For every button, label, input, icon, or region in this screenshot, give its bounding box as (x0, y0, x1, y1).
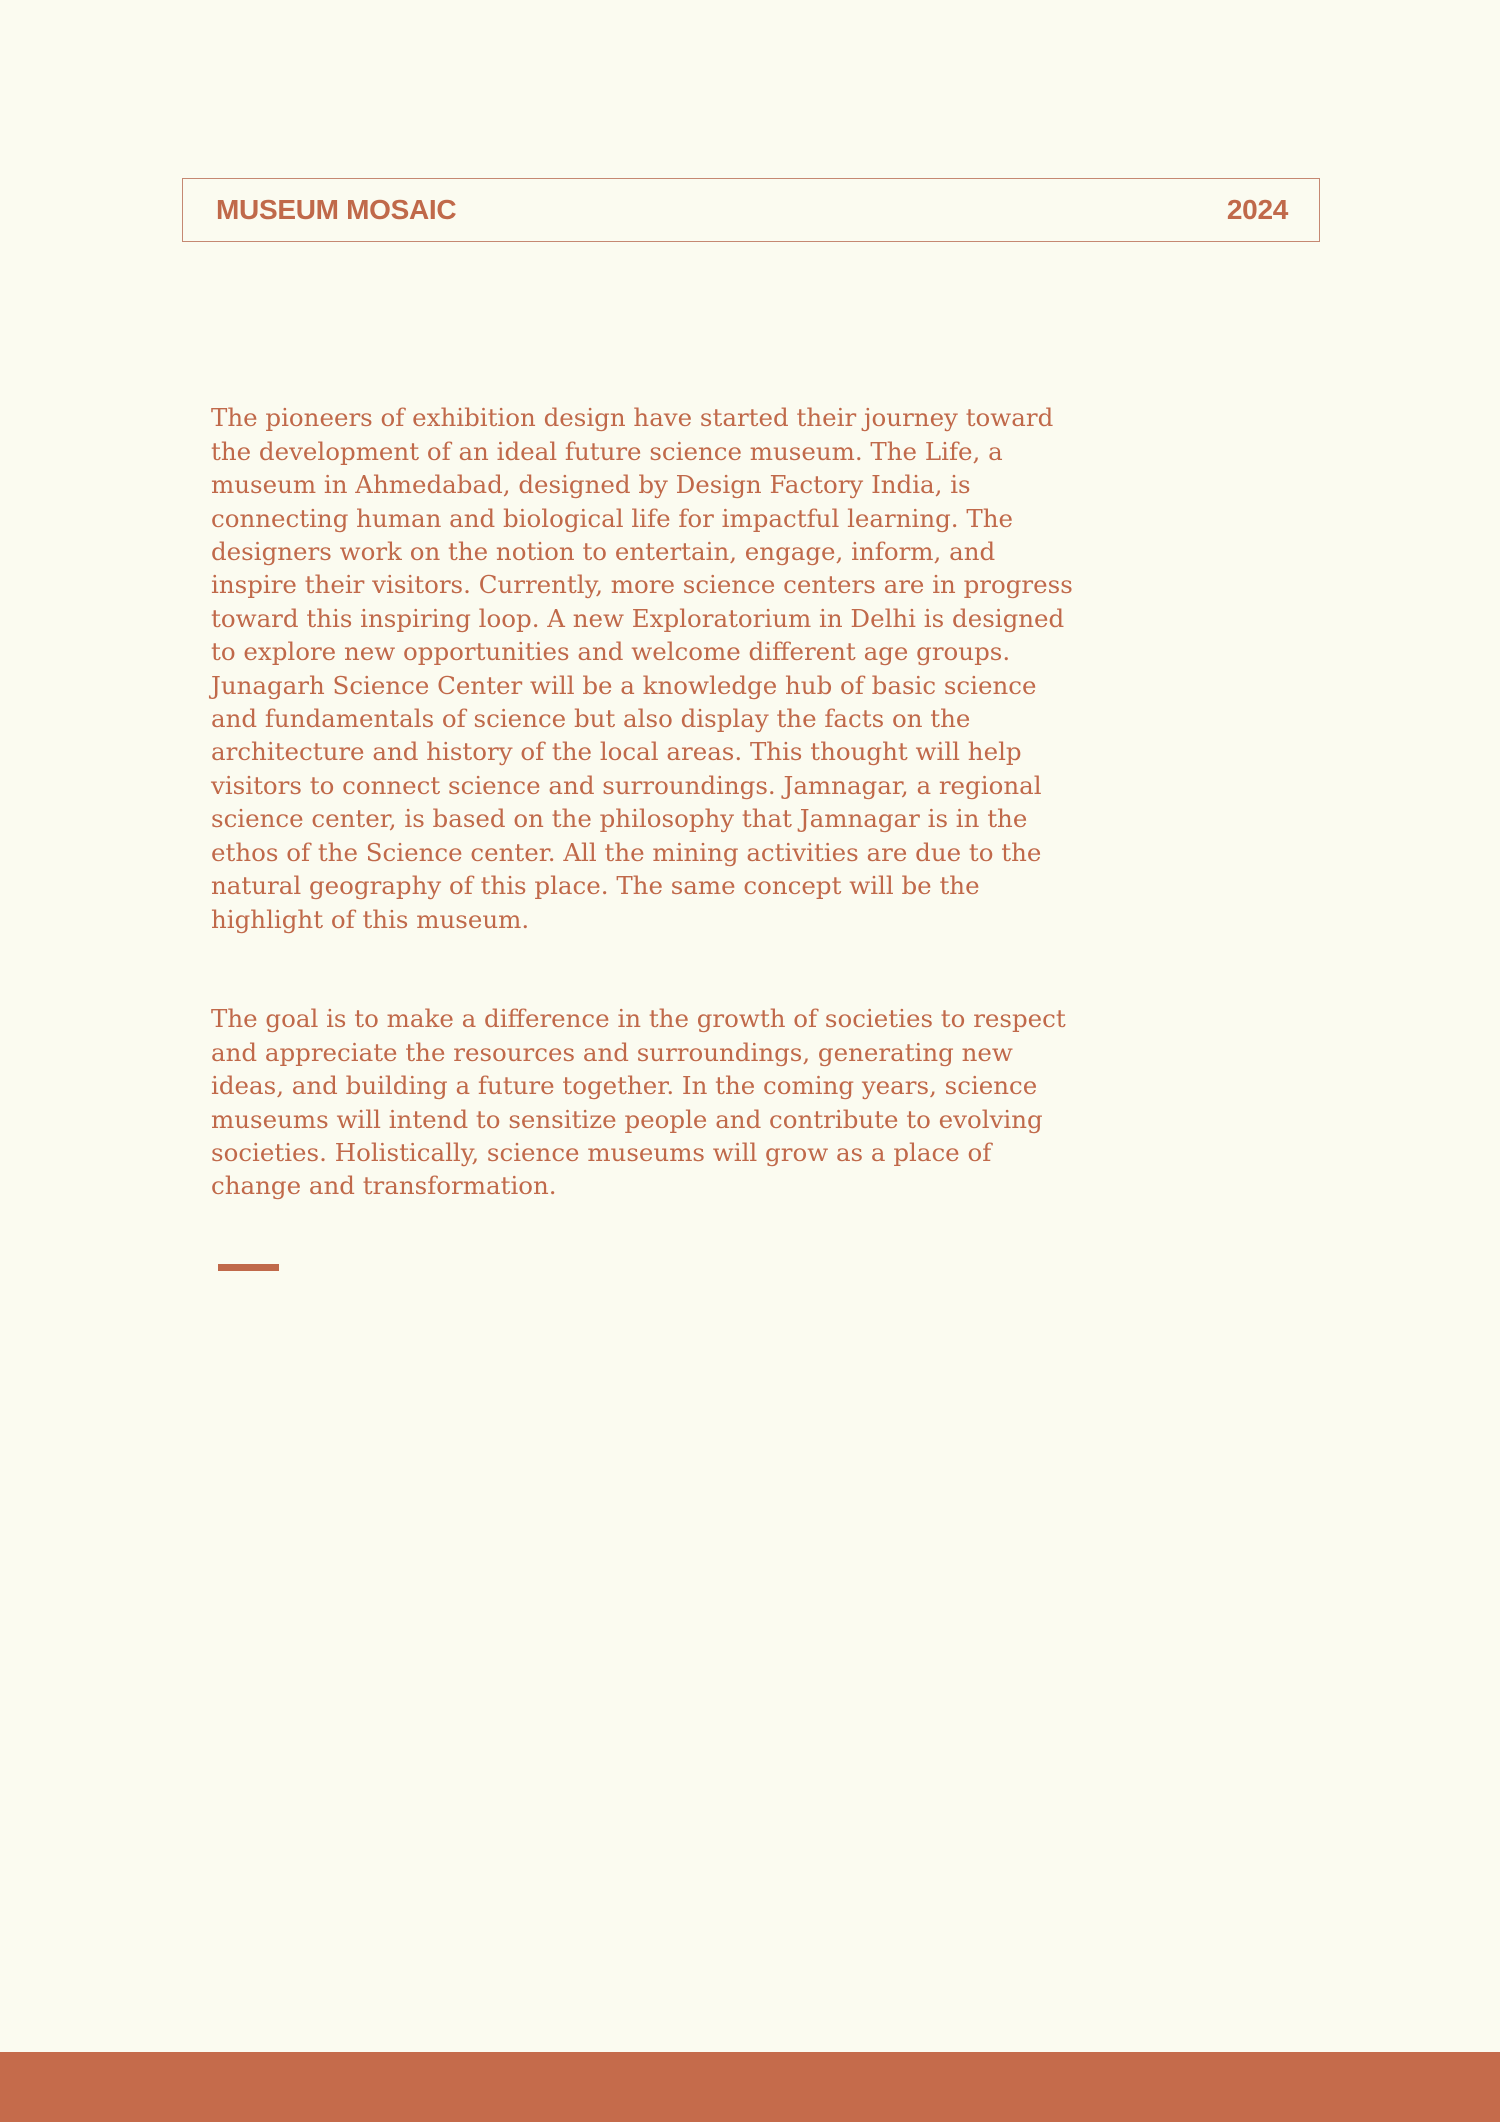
paragraph-2: The goal is to make a difference in the growth of societies to respect and appreciate the resources and surroundings, generating new ideas, and building a future together. In the coming years, science museums will intend to sensitize people and contribute to evolving societies. Holistically, science museums will grow as a place of change and transformation. (211, 1004, 1066, 1201)
paragraph-1: The pioneers of exhibition design have started their journey toward the development of an ideal future science museum. The Life, a museum in Ahmedabad, designed by Design Factory India, is connecting human and biological life for impactful learning. The designers work on the notion to entertain, engage, inform, and inspire their visitors. Currently, more science centers are in progress toward this inspiring loop. A new Exploratorium in Delhi is designed to explore new opportunities and welcome different age groups. Junagarh Science Center will be a knowledge hub of basic science and fundamentals of science but also display the facts on the architecture and history of the local areas. This thought will help visitors to connect science and surroundings. Jamnagar, a regional science center, is based on the philosophy that Jamnagar is in the ethos of the Science center. All the mining activities are due to the natural geography of this place. The same concept will be the highlight of this museum. (211, 403, 1073, 934)
document-year: 2024 (1226, 194, 1288, 225)
footer-band (0, 2052, 1500, 2122)
accent-rule (218, 1264, 279, 1271)
header-box (182, 178, 1320, 242)
document-title: MUSEUM MOSAIC (216, 194, 457, 225)
body-text (211, 368, 1111, 1236)
